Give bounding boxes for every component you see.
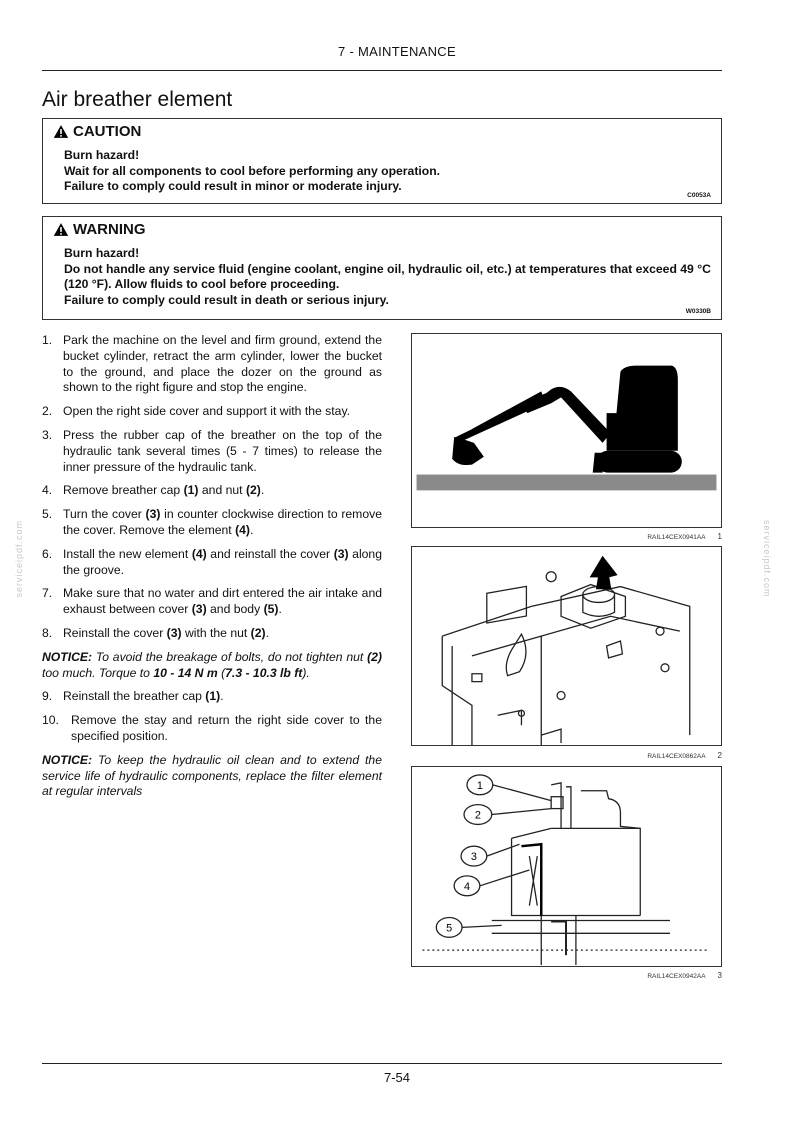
callout-3: [461, 844, 519, 866]
callout-label: 1: [476, 779, 483, 792]
step-number: 10.: [42, 713, 59, 728]
figure-caption: RAIL14CEX0942AA 3: [647, 971, 722, 980]
warning-box: [42, 216, 722, 320]
torque-value: 10 - 14 N m: [153, 665, 218, 680]
part-ref: (5): [263, 602, 279, 617]
torque-imperial: 7.3 - 10.3 lb ft: [225, 665, 303, 680]
callout-label: 4: [463, 880, 471, 893]
part-ref: (4): [235, 522, 250, 537]
figure-caption: RAIL14CEX0862AA 2: [647, 751, 722, 760]
watermark-right: serviceipdf.com: [762, 520, 772, 598]
notice-filter: NOTICE: To keep the hydraulic oil clean and to extend the service life of hydraulic components, replace the filter element at regular intervals: [42, 752, 382, 799]
hydraulic-tank-illustration: [412, 547, 721, 745]
step-item: [42, 483, 382, 499]
caution-label: CAUTION: [73, 123, 142, 140]
notice-label: NOTICE:: [42, 649, 93, 664]
part-ref: (3): [191, 602, 207, 617]
figure-excavator: [411, 333, 722, 528]
warning-heading: [53, 221, 146, 238]
page-number: 7-54: [383, 1070, 411, 1085]
breather-section-illustration: [412, 767, 721, 966]
step-text: Turn the cover (3) in counter clockwise direction to remove the cover. Remove the element (4).: [63, 507, 382, 537]
step-item: [42, 428, 382, 475]
step-text: Remove breather cap (1) and nut (2).: [63, 483, 265, 498]
step-text: Remove the stay and return the right side cover to the specified position.: [71, 713, 382, 743]
step-number: 2.: [42, 404, 53, 419]
step-item: [42, 404, 382, 420]
warning-label: WARNING: [73, 221, 146, 238]
ground-surface: [417, 475, 717, 491]
callout-label: 5: [446, 922, 453, 935]
warning-triangle-icon: [53, 124, 69, 139]
excavator-boom: [543, 387, 610, 443]
warning-triangle-icon: [53, 222, 69, 237]
caution-code: C0053A: [687, 192, 711, 199]
step-number: 9.: [42, 689, 53, 704]
section-header: 7 - MAINTENANCE: [338, 44, 456, 59]
part-ref: (1): [205, 689, 221, 704]
callout-label: 2: [474, 809, 481, 822]
step-number: 6.: [42, 546, 53, 561]
step-number: 7.: [42, 586, 53, 601]
caution-line: Failure to comply could result in minor or moderate injury.: [64, 179, 402, 193]
caution-line: Wait for all components to cool before performing any operation.: [64, 163, 441, 178]
step-item: [42, 586, 382, 618]
step-text: Open the right side cover and support it with the stay.: [63, 404, 351, 419]
caution-box: [42, 118, 722, 204]
notice-label: NOTICE:: [42, 752, 93, 767]
step-number: 5.: [42, 507, 53, 522]
part-ref: (2): [250, 625, 266, 640]
step-number: 3.: [42, 427, 53, 442]
page-title: Air breather element: [42, 88, 233, 111]
step-item: [42, 713, 382, 745]
figure-hydraulic-tank: [411, 546, 722, 746]
step-number: 4.: [42, 483, 53, 498]
warning-line: Do not handle any service fluid (engine coolant, engine oil, hydraulic oil, etc.) at temperatures that exceed 49 °C (120 °F). Allow fluids to cool before proceeding.: [64, 261, 711, 291]
procedure-steps: [42, 333, 382, 808]
caution-heading: [53, 123, 141, 140]
step-item: [42, 507, 382, 539]
part-ref: (4): [191, 546, 207, 561]
warning-line: Failure to comply could result in death or serious injury.: [64, 292, 389, 307]
part-ref: (2): [245, 483, 261, 498]
step-text: Reinstall the breather cap (1).: [63, 689, 224, 704]
dozer-blade: [593, 453, 603, 473]
excavator-cab: [607, 366, 678, 451]
caution-text: [64, 148, 711, 195]
watermark-left: serviceipdf.com: [14, 520, 24, 598]
step-text: Park the machine on the level and firm ground, extend the bucket cylinder, retract the arm cylinder, lower the bucket to the ground, and place the dozer on the ground as shown to the right figure and stop the engine.: [63, 333, 382, 395]
step-item: [42, 333, 382, 396]
figure-caption: RAIL14CEX0941AA 1: [647, 532, 722, 541]
step-number: 8.: [42, 625, 53, 640]
excavator-illustration: [412, 334, 721, 527]
step-text: Reinstall the cover (3) with the nut (2).: [63, 625, 269, 640]
excavator-bucket: [452, 437, 484, 465]
step-item: [42, 626, 382, 642]
footer-divider: [42, 1063, 722, 1064]
warning-line: Burn hazard!: [64, 246, 140, 260]
step-text: Press the rubber cap of the breather on the top of the hydraulic tank several times (5 - 7 times) to release the inner pressure of the hydraulic tank.: [63, 427, 382, 474]
figure-breather-section: [411, 766, 722, 967]
caution-line: Burn hazard!: [64, 148, 140, 162]
step-item: [42, 547, 382, 579]
header-divider: [42, 70, 722, 71]
arrow-indicator: [591, 557, 617, 589]
step-text: Install the new element (4) and reinstall the cover (3) along the groove.: [63, 546, 382, 577]
part-ref: (3): [333, 546, 349, 561]
warning-code: W0330B: [685, 308, 711, 315]
part-ref: (1): [183, 483, 199, 498]
step-number: 1.: [42, 333, 53, 347]
step-text: Make sure that no water and dirt entered the air intake and exhaust between cover (3) and body (5).: [63, 586, 382, 617]
notice-torque: NOTICE: To avoid the breakage of bolts, do not tighten nut (2) too much. Torque to 10 - 14 N m (7.3 - 10.3 lb ft).: [42, 649, 382, 680]
callout-label: 3: [470, 851, 477, 864]
part-ref: (2): [367, 649, 382, 664]
step-item: [42, 689, 382, 705]
warning-text: [64, 246, 711, 308]
excavator-tracks: [597, 451, 682, 473]
part-ref: (3): [145, 507, 161, 522]
part-ref: (3): [166, 625, 182, 640]
